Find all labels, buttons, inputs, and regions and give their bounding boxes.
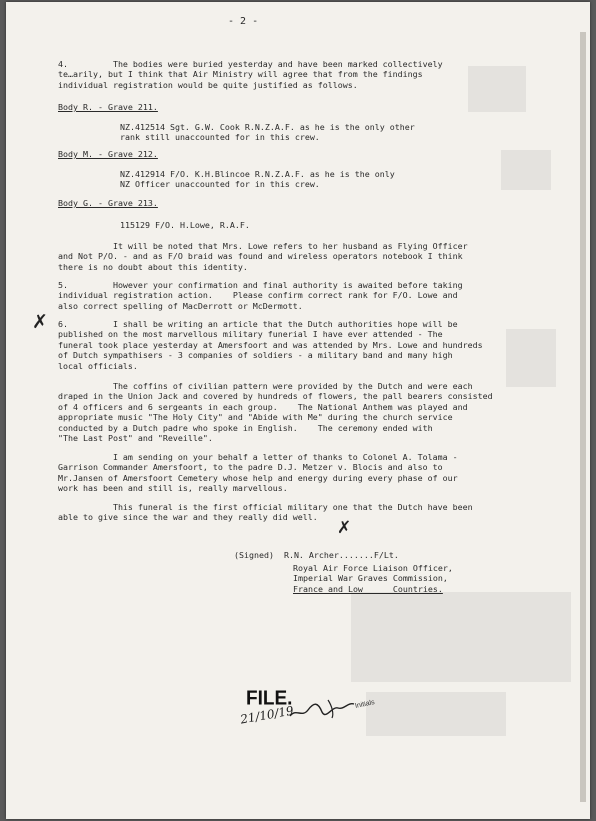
bleed-through-text (351, 592, 571, 682)
handwritten-initials-scribble (288, 696, 358, 722)
text-line: conducted by a Dutch padre who spoke in English. The ceremony ended with (58, 422, 433, 433)
paragraph-thanks (58, 452, 458, 494)
text-line: local officials. (58, 360, 138, 371)
text-line: Garrison Commander Amersfoort, to the padre D.J. Metzer v. Blocis and also to (58, 462, 443, 473)
handwritten-cross-mark: ✗ (32, 311, 48, 333)
paragraph-5 (58, 280, 463, 311)
page-number: - 2 - (228, 16, 259, 27)
signature-region: France and Low Countries. (293, 584, 443, 594)
text-line: The coffins of civilian pattern were provided by the Dutch and were each (58, 381, 473, 391)
handwritten-date: 21/10/19 (239, 703, 295, 727)
text-line: Mr.Jansen of Amersfoort Cemetery whose help and energy during every phase of our (58, 472, 458, 483)
text-line: rank still unaccounted for in this crew. (120, 132, 320, 143)
text-line: 4. The bodies were buried yesterday and have been marked collectively (58, 59, 443, 69)
text-line: NZ.412514 Sgt. G.W. Cook R.N.Z.A.F. as he is the only other (120, 122, 415, 132)
signature-organisation: Imperial War Graves Commission, (293, 573, 448, 583)
text-line: and Not P/O. - and as F/O braid was found and wireless operators notebook I think (58, 251, 463, 262)
text-line: published on the most marvellous military funerial I have ever attended - The (58, 329, 443, 340)
text-line: individual registration action. Please confirm correct rank for F/O. Lowe and (58, 290, 458, 301)
text-line: I am sending on your behalf a letter of thanks to Colonel A. Tolama - (58, 452, 458, 462)
file-stamp: FILE. (246, 687, 293, 710)
bleed-through-text (468, 66, 526, 112)
paragraph-final (58, 502, 473, 523)
signature-line: (Signed) R.N. Archer.......F/Lt. (234, 550, 399, 560)
text-line: appropriate music "The Holy City" and "Abide with Me" during the church service (58, 412, 453, 423)
text-line: This funeral is the first official military one that the Dutch have been (58, 502, 473, 512)
text-line: "The Last Post" and "Reveille". (58, 433, 213, 444)
body-g-details (120, 220, 250, 230)
text-line: of Dutch sympathisers - 3 companies of soldiers - a military band and many high (58, 350, 453, 361)
body-g-heading: Body G. - Grave 213. (58, 198, 158, 208)
text-line: 5. However your confirmation and final authority is awaited before taking (58, 280, 463, 290)
text-line: also correct spelling of MacDerrott or McDermott. (58, 300, 303, 311)
paragraph-6 (58, 319, 483, 371)
handwritten-cross-mark: ✗ (337, 518, 352, 538)
text-line: draped in the Union Jack and covered by hundreds of flowers, the pall bearers consisted (58, 391, 493, 402)
text-line: of 4 officers and 6 sergeants in each group. The National Anthem was played and (58, 401, 468, 412)
paragraph-note (58, 241, 468, 272)
initials-label: Initials (354, 699, 376, 710)
signature-title: Royal Air Force Liaison Officer, (293, 563, 453, 573)
text-line: funeral took place yesterday at Amersfoort and was attended by Mrs. Lowe and hundreds (58, 339, 483, 350)
text-line: te…arily, but I think that Air Ministry will agree that from the findings (58, 69, 423, 80)
body-r-details (120, 122, 415, 143)
bleed-through-text (366, 692, 506, 736)
body-r-heading: Body R. - Grave 211. (58, 102, 158, 112)
text-line: NZ Officer unaccounted for in this crew. (120, 179, 320, 190)
bleed-through-text (506, 329, 556, 387)
text-line: 115129 F/O. H.Lowe, R.A.F. (120, 220, 250, 230)
text-line: there is no doubt about this identity. (58, 261, 248, 272)
text-line: It will be noted that Mrs. Lowe refers to her husband as Flying Officer (58, 241, 468, 251)
document-page (6, 2, 590, 819)
bleed-through-text (501, 150, 551, 190)
body-m-heading: Body M. - Grave 212. (58, 149, 158, 159)
text-line: 6. I shall be writing an article that the Dutch authorities hope will be (58, 319, 458, 329)
text-line: individual registration would be quite justified as follows. (58, 79, 358, 90)
text-line: NZ.412914 F/O. K.H.Blincoe R.N.Z.A.F. as he is the only (120, 169, 395, 179)
page-edge-shadow (580, 32, 586, 802)
paragraph-coffins (58, 381, 493, 443)
text-line: work has been and still is, really marvellous. (58, 483, 288, 494)
body-m-details (120, 169, 395, 190)
text-line: able to give since the war and they really did well. (58, 512, 318, 523)
paragraph-4 (58, 59, 443, 90)
